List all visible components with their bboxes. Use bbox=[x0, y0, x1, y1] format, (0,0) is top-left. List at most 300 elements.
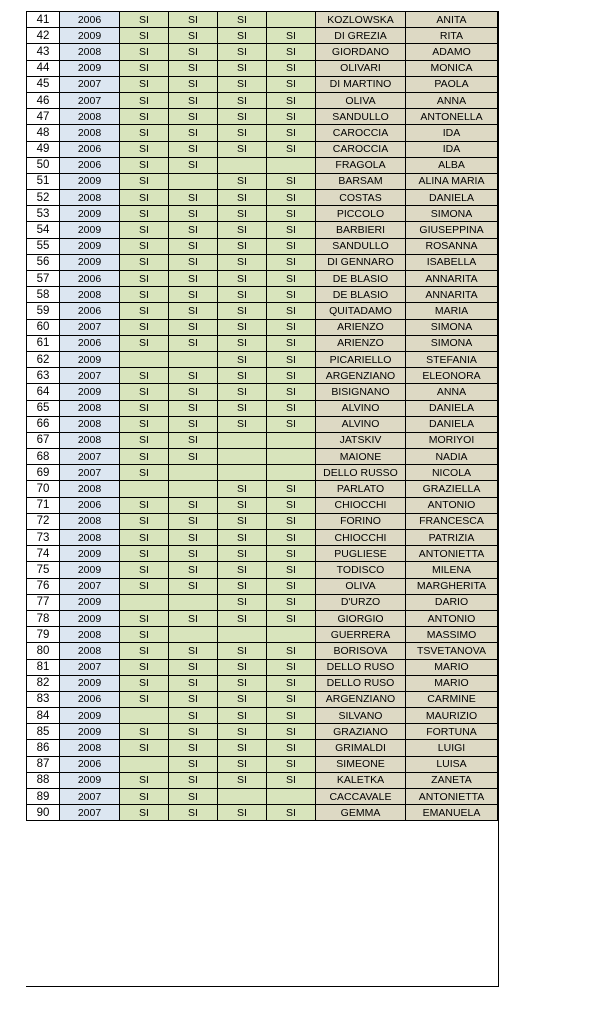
check-cell-4[interactable]: SI bbox=[267, 481, 316, 497]
firstname-cell[interactable]: IDA bbox=[406, 125, 498, 141]
check-cell-3[interactable]: SI bbox=[218, 691, 267, 707]
check-cell-2[interactable]: SI bbox=[169, 335, 218, 351]
firstname-cell[interactable]: ALINA MARIA bbox=[406, 173, 498, 189]
check-cell-2[interactable]: SI bbox=[169, 691, 218, 707]
check-cell-1[interactable]: SI bbox=[120, 319, 169, 335]
firstname-cell[interactable]: TSVETANOVA bbox=[406, 643, 498, 659]
year-cell[interactable]: 2009 bbox=[60, 173, 120, 189]
row-number-cell[interactable]: 56 bbox=[27, 254, 60, 270]
row-number-cell[interactable]: 74 bbox=[27, 546, 60, 562]
check-cell-3[interactable]: SI bbox=[218, 724, 267, 740]
check-cell-1[interactable]: SI bbox=[120, 157, 169, 173]
row-number-cell[interactable]: 61 bbox=[27, 335, 60, 351]
surname-cell[interactable]: CACCAVALE bbox=[316, 789, 406, 805]
row-number-cell[interactable]: 68 bbox=[27, 449, 60, 465]
check-cell-4[interactable]: SI bbox=[267, 594, 316, 610]
check-cell-2[interactable]: SI bbox=[169, 271, 218, 287]
check-cell-4[interactable]: SI bbox=[267, 724, 316, 740]
firstname-cell[interactable]: DARIO bbox=[406, 594, 498, 610]
check-cell-3[interactable]: SI bbox=[218, 335, 267, 351]
check-cell-2[interactable]: SI bbox=[169, 238, 218, 254]
check-cell-1[interactable]: SI bbox=[120, 578, 169, 594]
check-cell-4[interactable]: SI bbox=[267, 740, 316, 756]
row-number-cell[interactable]: 71 bbox=[27, 497, 60, 513]
row-number-cell[interactable]: 63 bbox=[27, 368, 60, 384]
check-cell-1[interactable]: SI bbox=[120, 92, 169, 108]
row-number-cell[interactable]: 88 bbox=[27, 772, 60, 788]
surname-cell[interactable]: DE BLASIO bbox=[316, 271, 406, 287]
year-cell[interactable]: 2008 bbox=[60, 530, 120, 546]
check-cell-4[interactable]: SI bbox=[267, 303, 316, 319]
year-cell[interactable]: 2008 bbox=[60, 190, 120, 206]
check-cell-2[interactable]: SI bbox=[169, 60, 218, 76]
check-cell-4[interactable]: SI bbox=[267, 254, 316, 270]
check-cell-4[interactable]: SI bbox=[267, 562, 316, 578]
year-cell[interactable]: 2009 bbox=[60, 238, 120, 254]
surname-cell[interactable]: D'URZO bbox=[316, 594, 406, 610]
check-cell-4[interactable]: SI bbox=[267, 173, 316, 189]
check-cell-1[interactable]: SI bbox=[120, 449, 169, 465]
check-cell-3[interactable]: SI bbox=[218, 643, 267, 659]
surname-cell[interactable]: PICARIELLO bbox=[316, 351, 406, 367]
surname-cell[interactable]: OLIVA bbox=[316, 578, 406, 594]
check-cell-4[interactable]: SI bbox=[267, 708, 316, 724]
year-cell[interactable]: 2006 bbox=[60, 157, 120, 173]
check-cell-3[interactable]: SI bbox=[218, 319, 267, 335]
firstname-cell[interactable]: GIUSEPPINA bbox=[406, 222, 498, 238]
check-cell-4[interactable]: SI bbox=[267, 287, 316, 303]
check-cell-4[interactable]: SI bbox=[267, 643, 316, 659]
firstname-cell[interactable]: ANTONIETTA bbox=[406, 789, 498, 805]
row-number-cell[interactable]: 48 bbox=[27, 125, 60, 141]
check-cell-3[interactable]: SI bbox=[218, 610, 267, 626]
row-number-cell[interactable]: 76 bbox=[27, 578, 60, 594]
firstname-cell[interactable]: PAOLA bbox=[406, 76, 498, 92]
check-cell-1[interactable]: SI bbox=[120, 254, 169, 270]
row-number-cell[interactable]: 65 bbox=[27, 400, 60, 416]
surname-cell[interactable]: ARIENZO bbox=[316, 335, 406, 351]
check-cell-4[interactable] bbox=[267, 12, 316, 28]
year-cell[interactable]: 2008 bbox=[60, 400, 120, 416]
check-cell-3[interactable]: SI bbox=[218, 238, 267, 254]
row-number-cell[interactable]: 51 bbox=[27, 173, 60, 189]
row-number-cell[interactable]: 53 bbox=[27, 206, 60, 222]
year-cell[interactable]: 2007 bbox=[60, 578, 120, 594]
surname-cell[interactable]: CHIOCCHI bbox=[316, 530, 406, 546]
firstname-cell[interactable]: MAURIZIO bbox=[406, 708, 498, 724]
check-cell-2[interactable]: SI bbox=[169, 546, 218, 562]
check-cell-4[interactable]: SI bbox=[267, 319, 316, 335]
check-cell-3[interactable]: SI bbox=[218, 675, 267, 691]
check-cell-2[interactable]: SI bbox=[169, 400, 218, 416]
year-cell[interactable]: 2009 bbox=[60, 351, 120, 367]
firstname-cell[interactable]: MARIO bbox=[406, 675, 498, 691]
check-cell-2[interactable]: SI bbox=[169, 805, 218, 821]
year-cell[interactable]: 2006 bbox=[60, 691, 120, 707]
check-cell-1[interactable] bbox=[120, 481, 169, 497]
check-cell-4[interactable]: SI bbox=[267, 513, 316, 529]
surname-cell[interactable]: GRAZIANO bbox=[316, 724, 406, 740]
check-cell-1[interactable]: SI bbox=[120, 497, 169, 513]
row-number-cell[interactable]: 67 bbox=[27, 432, 60, 448]
check-cell-1[interactable]: SI bbox=[120, 44, 169, 60]
check-cell-2[interactable]: SI bbox=[169, 659, 218, 675]
year-cell[interactable]: 2007 bbox=[60, 319, 120, 335]
year-cell[interactable]: 2006 bbox=[60, 756, 120, 772]
row-number-cell[interactable]: 70 bbox=[27, 481, 60, 497]
year-cell[interactable]: 2008 bbox=[60, 125, 120, 141]
row-number-cell[interactable]: 90 bbox=[27, 805, 60, 821]
check-cell-2[interactable]: SI bbox=[169, 109, 218, 125]
surname-cell[interactable]: DELLO RUSSO bbox=[316, 465, 406, 481]
firstname-cell[interactable]: ANNA bbox=[406, 384, 498, 400]
check-cell-4[interactable]: SI bbox=[267, 610, 316, 626]
firstname-cell[interactable]: ISABELLA bbox=[406, 254, 498, 270]
check-cell-3[interactable]: SI bbox=[218, 76, 267, 92]
firstname-cell[interactable]: ZANETA bbox=[406, 772, 498, 788]
check-cell-4[interactable]: SI bbox=[267, 76, 316, 92]
check-cell-3[interactable]: SI bbox=[218, 384, 267, 400]
check-cell-4[interactable]: SI bbox=[267, 416, 316, 432]
check-cell-4[interactable] bbox=[267, 432, 316, 448]
year-cell[interactable]: 2008 bbox=[60, 287, 120, 303]
check-cell-1[interactable]: SI bbox=[120, 740, 169, 756]
firstname-cell[interactable]: SIMONA bbox=[406, 319, 498, 335]
row-number-cell[interactable]: 50 bbox=[27, 157, 60, 173]
year-cell[interactable]: 2009 bbox=[60, 610, 120, 626]
surname-cell[interactable]: BORISOVA bbox=[316, 643, 406, 659]
check-cell-3[interactable]: SI bbox=[218, 287, 267, 303]
year-cell[interactable]: 2007 bbox=[60, 76, 120, 92]
year-cell[interactable]: 2009 bbox=[60, 562, 120, 578]
surname-cell[interactable]: ALVINO bbox=[316, 416, 406, 432]
check-cell-1[interactable]: SI bbox=[120, 691, 169, 707]
check-cell-3[interactable]: SI bbox=[218, 659, 267, 675]
check-cell-2[interactable]: SI bbox=[169, 12, 218, 28]
check-cell-2[interactable]: SI bbox=[169, 789, 218, 805]
surname-cell[interactable]: KALETKA bbox=[316, 772, 406, 788]
firstname-cell[interactable]: ANNARITA bbox=[406, 287, 498, 303]
check-cell-2[interactable]: SI bbox=[169, 432, 218, 448]
check-cell-2[interactable]: SI bbox=[169, 76, 218, 92]
row-number-cell[interactable]: 46 bbox=[27, 92, 60, 108]
check-cell-4[interactable]: SI bbox=[267, 497, 316, 513]
check-cell-2[interactable]: SI bbox=[169, 44, 218, 60]
year-cell[interactable]: 2009 bbox=[60, 384, 120, 400]
year-cell[interactable]: 2006 bbox=[60, 335, 120, 351]
firstname-cell[interactable]: ANTONIETTA bbox=[406, 546, 498, 562]
row-number-cell[interactable]: 66 bbox=[27, 416, 60, 432]
row-number-cell[interactable]: 82 bbox=[27, 675, 60, 691]
check-cell-3[interactable]: SI bbox=[218, 141, 267, 157]
firstname-cell[interactable]: FORTUNA bbox=[406, 724, 498, 740]
check-cell-4[interactable]: SI bbox=[267, 28, 316, 44]
check-cell-4[interactable]: SI bbox=[267, 109, 316, 125]
row-number-cell[interactable]: 45 bbox=[27, 76, 60, 92]
row-number-cell[interactable]: 64 bbox=[27, 384, 60, 400]
check-cell-3[interactable] bbox=[218, 465, 267, 481]
row-number-cell[interactable]: 42 bbox=[27, 28, 60, 44]
row-number-cell[interactable]: 87 bbox=[27, 756, 60, 772]
check-cell-2[interactable]: SI bbox=[169, 287, 218, 303]
row-number-cell[interactable]: 47 bbox=[27, 109, 60, 125]
row-number-cell[interactable]: 85 bbox=[27, 724, 60, 740]
check-cell-1[interactable]: SI bbox=[120, 28, 169, 44]
check-cell-2[interactable]: SI bbox=[169, 497, 218, 513]
firstname-cell[interactable]: SIMONA bbox=[406, 206, 498, 222]
check-cell-3[interactable]: SI bbox=[218, 772, 267, 788]
row-number-cell[interactable]: 59 bbox=[27, 303, 60, 319]
surname-cell[interactable]: GUERRERA bbox=[316, 627, 406, 643]
check-cell-3[interactable]: SI bbox=[218, 708, 267, 724]
check-cell-3[interactable]: SI bbox=[218, 222, 267, 238]
surname-cell[interactable]: ARGENZIANO bbox=[316, 691, 406, 707]
check-cell-4[interactable] bbox=[267, 465, 316, 481]
check-cell-1[interactable]: SI bbox=[120, 643, 169, 659]
check-cell-1[interactable]: SI bbox=[120, 513, 169, 529]
firstname-cell[interactable]: ROSANNA bbox=[406, 238, 498, 254]
check-cell-1[interactable]: SI bbox=[120, 627, 169, 643]
surname-cell[interactable]: COSTAS bbox=[316, 190, 406, 206]
firstname-cell[interactable]: LUIGI bbox=[406, 740, 498, 756]
check-cell-2[interactable]: SI bbox=[169, 222, 218, 238]
row-number-cell[interactable]: 57 bbox=[27, 271, 60, 287]
surname-cell[interactable]: PARLATO bbox=[316, 481, 406, 497]
check-cell-3[interactable]: SI bbox=[218, 481, 267, 497]
check-cell-2[interactable]: SI bbox=[169, 530, 218, 546]
surname-cell[interactable]: DELLO RUSO bbox=[316, 659, 406, 675]
check-cell-1[interactable]: SI bbox=[120, 109, 169, 125]
row-number-cell[interactable]: 69 bbox=[27, 465, 60, 481]
check-cell-1[interactable] bbox=[120, 756, 169, 772]
check-cell-1[interactable]: SI bbox=[120, 530, 169, 546]
firstname-cell[interactable]: ANNA bbox=[406, 92, 498, 108]
check-cell-4[interactable]: SI bbox=[267, 384, 316, 400]
row-number-cell[interactable]: 41 bbox=[27, 12, 60, 28]
surname-cell[interactable]: CHIOCCHI bbox=[316, 497, 406, 513]
row-number-cell[interactable]: 49 bbox=[27, 141, 60, 157]
check-cell-3[interactable]: SI bbox=[218, 578, 267, 594]
firstname-cell[interactable]: DANIELA bbox=[406, 416, 498, 432]
surname-cell[interactable]: FRAGOLA bbox=[316, 157, 406, 173]
year-cell[interactable]: 2009 bbox=[60, 28, 120, 44]
year-cell[interactable]: 2007 bbox=[60, 92, 120, 108]
row-number-cell[interactable]: 58 bbox=[27, 287, 60, 303]
check-cell-3[interactable] bbox=[218, 432, 267, 448]
year-cell[interactable]: 2008 bbox=[60, 513, 120, 529]
check-cell-4[interactable]: SI bbox=[267, 238, 316, 254]
year-cell[interactable]: 2007 bbox=[60, 368, 120, 384]
firstname-cell[interactable]: NADIA bbox=[406, 449, 498, 465]
check-cell-3[interactable]: SI bbox=[218, 351, 267, 367]
check-cell-2[interactable] bbox=[169, 627, 218, 643]
year-cell[interactable]: 2007 bbox=[60, 805, 120, 821]
firstname-cell[interactable]: IDA bbox=[406, 141, 498, 157]
year-cell[interactable]: 2008 bbox=[60, 627, 120, 643]
firstname-cell[interactable]: MORIYOI bbox=[406, 432, 498, 448]
check-cell-2[interactable]: SI bbox=[169, 28, 218, 44]
check-cell-3[interactable] bbox=[218, 157, 267, 173]
row-number-cell[interactable]: 84 bbox=[27, 708, 60, 724]
check-cell-1[interactable]: SI bbox=[120, 173, 169, 189]
check-cell-3[interactable]: SI bbox=[218, 400, 267, 416]
check-cell-1[interactable]: SI bbox=[120, 12, 169, 28]
check-cell-1[interactable] bbox=[120, 351, 169, 367]
year-cell[interactable]: 2006 bbox=[60, 271, 120, 287]
row-number-cell[interactable]: 79 bbox=[27, 627, 60, 643]
surname-cell[interactable]: QUITADAMO bbox=[316, 303, 406, 319]
check-cell-4[interactable]: SI bbox=[267, 659, 316, 675]
check-cell-1[interactable]: SI bbox=[120, 271, 169, 287]
surname-cell[interactable]: PICCOLO bbox=[316, 206, 406, 222]
firstname-cell[interactable]: ANNARITA bbox=[406, 271, 498, 287]
check-cell-1[interactable]: SI bbox=[120, 384, 169, 400]
surname-cell[interactable]: KOZLOWSKA bbox=[316, 12, 406, 28]
year-cell[interactable]: 2006 bbox=[60, 497, 120, 513]
check-cell-3[interactable]: SI bbox=[218, 497, 267, 513]
row-number-cell[interactable]: 75 bbox=[27, 562, 60, 578]
check-cell-2[interactable]: SI bbox=[169, 449, 218, 465]
row-number-cell[interactable]: 72 bbox=[27, 513, 60, 529]
surname-cell[interactable]: ARIENZO bbox=[316, 319, 406, 335]
check-cell-4[interactable]: SI bbox=[267, 546, 316, 562]
firstname-cell[interactable]: ADAMO bbox=[406, 44, 498, 60]
year-cell[interactable]: 2008 bbox=[60, 643, 120, 659]
surname-cell[interactable]: ARGENZIANO bbox=[316, 368, 406, 384]
check-cell-1[interactable]: SI bbox=[120, 335, 169, 351]
surname-cell[interactable]: PUGLIESE bbox=[316, 546, 406, 562]
surname-cell[interactable]: ALVINO bbox=[316, 400, 406, 416]
row-number-cell[interactable]: 86 bbox=[27, 740, 60, 756]
year-cell[interactable]: 2009 bbox=[60, 222, 120, 238]
check-cell-2[interactable]: SI bbox=[169, 125, 218, 141]
row-number-cell[interactable]: 60 bbox=[27, 319, 60, 335]
firstname-cell[interactable]: MARIA bbox=[406, 303, 498, 319]
firstname-cell[interactable]: ALBA bbox=[406, 157, 498, 173]
check-cell-4[interactable]: SI bbox=[267, 335, 316, 351]
check-cell-4[interactable]: SI bbox=[267, 271, 316, 287]
check-cell-3[interactable]: SI bbox=[218, 368, 267, 384]
check-cell-4[interactable]: SI bbox=[267, 756, 316, 772]
surname-cell[interactable]: BISIGNANO bbox=[316, 384, 406, 400]
row-number-cell[interactable]: 54 bbox=[27, 222, 60, 238]
firstname-cell[interactable]: STEFANIA bbox=[406, 351, 498, 367]
year-cell[interactable]: 2007 bbox=[60, 465, 120, 481]
surname-cell[interactable]: GRIMALDI bbox=[316, 740, 406, 756]
check-cell-2[interactable]: SI bbox=[169, 141, 218, 157]
check-cell-2[interactable]: SI bbox=[169, 368, 218, 384]
row-number-cell[interactable]: 43 bbox=[27, 44, 60, 60]
surname-cell[interactable]: MAIONE bbox=[316, 449, 406, 465]
year-cell[interactable]: 2009 bbox=[60, 206, 120, 222]
check-cell-1[interactable]: SI bbox=[120, 789, 169, 805]
check-cell-2[interactable]: SI bbox=[169, 562, 218, 578]
surname-cell[interactable]: CAROCCIA bbox=[316, 125, 406, 141]
row-number-cell[interactable]: 55 bbox=[27, 238, 60, 254]
check-cell-1[interactable]: SI bbox=[120, 675, 169, 691]
year-cell[interactable]: 2006 bbox=[60, 141, 120, 157]
firstname-cell[interactable]: LUISA bbox=[406, 756, 498, 772]
surname-cell[interactable]: BARBIERI bbox=[316, 222, 406, 238]
check-cell-4[interactable]: SI bbox=[267, 60, 316, 76]
year-cell[interactable]: 2007 bbox=[60, 789, 120, 805]
firstname-cell[interactable]: SIMONA bbox=[406, 335, 498, 351]
check-cell-3[interactable]: SI bbox=[218, 594, 267, 610]
check-cell-4[interactable]: SI bbox=[267, 222, 316, 238]
surname-cell[interactable]: GIORDANO bbox=[316, 44, 406, 60]
check-cell-2[interactable] bbox=[169, 481, 218, 497]
year-cell[interactable]: 2009 bbox=[60, 708, 120, 724]
year-cell[interactable]: 2008 bbox=[60, 416, 120, 432]
check-cell-2[interactable] bbox=[169, 351, 218, 367]
firstname-cell[interactable]: ELEONORA bbox=[406, 368, 498, 384]
year-cell[interactable]: 2008 bbox=[60, 109, 120, 125]
check-cell-1[interactable]: SI bbox=[120, 287, 169, 303]
firstname-cell[interactable]: MONICA bbox=[406, 60, 498, 76]
check-cell-2[interactable]: SI bbox=[169, 513, 218, 529]
year-cell[interactable]: 2007 bbox=[60, 449, 120, 465]
surname-cell[interactable]: SILVANO bbox=[316, 708, 406, 724]
check-cell-2[interactable]: SI bbox=[169, 708, 218, 724]
check-cell-4[interactable]: SI bbox=[267, 206, 316, 222]
firstname-cell[interactable]: FRANCESCA bbox=[406, 513, 498, 529]
year-cell[interactable]: 2008 bbox=[60, 481, 120, 497]
firstname-cell[interactable]: CARMINE bbox=[406, 691, 498, 707]
firstname-cell[interactable]: MILENA bbox=[406, 562, 498, 578]
check-cell-1[interactable]: SI bbox=[120, 222, 169, 238]
check-cell-3[interactable]: SI bbox=[218, 173, 267, 189]
check-cell-3[interactable]: SI bbox=[218, 513, 267, 529]
check-cell-2[interactable]: SI bbox=[169, 254, 218, 270]
check-cell-1[interactable]: SI bbox=[120, 546, 169, 562]
row-number-cell[interactable]: 80 bbox=[27, 643, 60, 659]
check-cell-3[interactable] bbox=[218, 449, 267, 465]
row-number-cell[interactable]: 62 bbox=[27, 351, 60, 367]
check-cell-3[interactable] bbox=[218, 627, 267, 643]
surname-cell[interactable]: OLIVA bbox=[316, 92, 406, 108]
check-cell-1[interactable]: SI bbox=[120, 562, 169, 578]
check-cell-4[interactable]: SI bbox=[267, 92, 316, 108]
year-cell[interactable]: 2009 bbox=[60, 594, 120, 610]
check-cell-3[interactable] bbox=[218, 789, 267, 805]
surname-cell[interactable]: SIMEONE bbox=[316, 756, 406, 772]
check-cell-3[interactable]: SI bbox=[218, 44, 267, 60]
year-cell[interactable]: 2009 bbox=[60, 724, 120, 740]
check-cell-4[interactable]: SI bbox=[267, 190, 316, 206]
check-cell-3[interactable]: SI bbox=[218, 740, 267, 756]
check-cell-2[interactable]: SI bbox=[169, 740, 218, 756]
check-cell-4[interactable]: SI bbox=[267, 805, 316, 821]
check-cell-3[interactable]: SI bbox=[218, 28, 267, 44]
check-cell-4[interactable]: SI bbox=[267, 368, 316, 384]
check-cell-3[interactable]: SI bbox=[218, 805, 267, 821]
check-cell-4[interactable]: SI bbox=[267, 351, 316, 367]
check-cell-3[interactable]: SI bbox=[218, 303, 267, 319]
check-cell-1[interactable]: SI bbox=[120, 805, 169, 821]
surname-cell[interactable]: BARSAM bbox=[316, 173, 406, 189]
row-number-cell[interactable]: 89 bbox=[27, 789, 60, 805]
check-cell-4[interactable]: SI bbox=[267, 125, 316, 141]
check-cell-2[interactable]: SI bbox=[169, 675, 218, 691]
row-number-cell[interactable]: 77 bbox=[27, 594, 60, 610]
check-cell-1[interactable]: SI bbox=[120, 303, 169, 319]
check-cell-4[interactable]: SI bbox=[267, 691, 316, 707]
check-cell-4[interactable]: SI bbox=[267, 400, 316, 416]
year-cell[interactable]: 2007 bbox=[60, 659, 120, 675]
check-cell-2[interactable]: SI bbox=[169, 610, 218, 626]
check-cell-2[interactable]: SI bbox=[169, 190, 218, 206]
check-cell-3[interactable]: SI bbox=[218, 109, 267, 125]
